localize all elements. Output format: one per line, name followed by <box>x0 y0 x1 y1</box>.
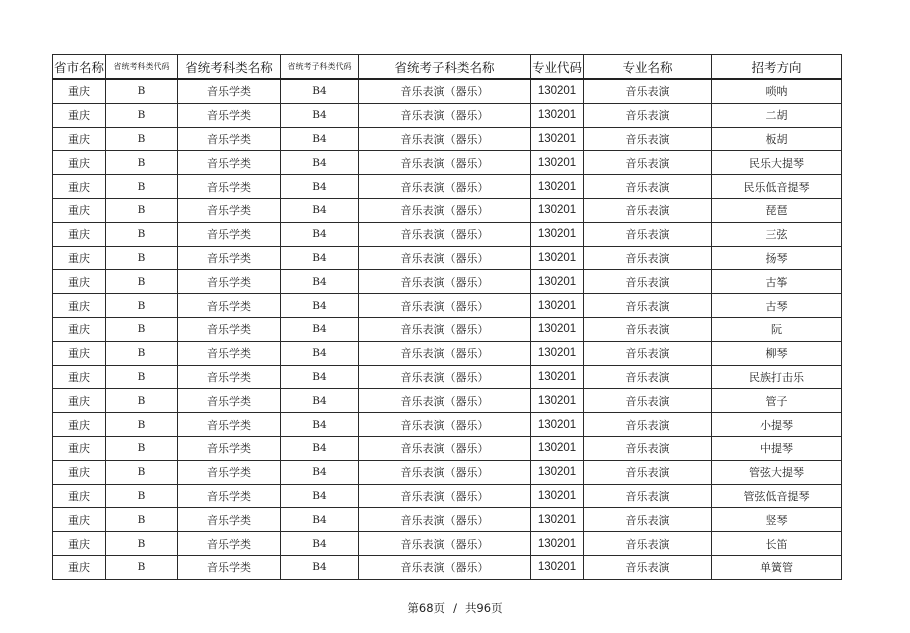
cell-exam-category-name: 音乐学类 <box>178 532 281 556</box>
cell-admission-direction: 民族打击乐 <box>712 365 842 389</box>
cell-major-name: 音乐表演 <box>584 365 712 389</box>
cell-exam-subcategory-name: 音乐表演（器乐） <box>359 175 531 199</box>
cell-major-code: 130201 <box>531 555 584 579</box>
cell-exam-category-code: B <box>106 532 178 556</box>
cell-admission-direction: 小提琴 <box>712 413 842 437</box>
cell-exam-subcategory-name: 音乐表演（器乐） <box>359 555 531 579</box>
cell-admission-direction: 古筝 <box>712 270 842 294</box>
cell-major-name: 音乐表演 <box>584 389 712 413</box>
cell-major-code: 130201 <box>531 222 584 246</box>
cell-exam-category-name: 音乐学类 <box>178 317 281 341</box>
cell-exam-subcategory-code: B4 <box>281 79 359 103</box>
cell-province-name: 重庆 <box>53 341 106 365</box>
cell-exam-subcategory-code: B4 <box>281 103 359 127</box>
cell-major-name: 音乐表演 <box>584 508 712 532</box>
cell-admission-direction: 二胡 <box>712 103 842 127</box>
cell-province-name: 重庆 <box>53 365 106 389</box>
cell-major-name: 音乐表演 <box>584 317 712 341</box>
cell-major-name: 音乐表演 <box>584 413 712 437</box>
cell-exam-subcategory-code: B4 <box>281 460 359 484</box>
cell-exam-subcategory-code: B4 <box>281 484 359 508</box>
cell-exam-subcategory-code: B4 <box>281 246 359 270</box>
cell-exam-category-name: 音乐学类 <box>178 436 281 460</box>
cell-exam-category-code: B <box>106 198 178 222</box>
cell-exam-category-name: 音乐学类 <box>178 484 281 508</box>
cell-major-code: 130201 <box>531 341 584 365</box>
table-row <box>53 317 842 341</box>
table-row <box>53 127 842 151</box>
cell-exam-subcategory-name: 音乐表演（器乐） <box>359 365 531 389</box>
header-major-code: 专业代码 <box>531 55 584 80</box>
cell-admission-direction: 管弦大提琴 <box>712 460 842 484</box>
cell-exam-category-name: 音乐学类 <box>178 103 281 127</box>
cell-admission-direction: 板胡 <box>712 127 842 151</box>
cell-major-name: 音乐表演 <box>584 341 712 365</box>
cell-major-name: 音乐表演 <box>584 103 712 127</box>
cell-exam-category-code: B <box>106 151 178 175</box>
cell-exam-category-name: 音乐学类 <box>178 460 281 484</box>
cell-exam-subcategory-name: 音乐表演（器乐） <box>359 317 531 341</box>
page-footer <box>0 600 910 616</box>
cell-major-code: 130201 <box>531 484 584 508</box>
cell-exam-subcategory-code: B4 <box>281 532 359 556</box>
cell-exam-category-name: 音乐学类 <box>178 270 281 294</box>
cell-exam-category-name: 音乐学类 <box>178 198 281 222</box>
cell-exam-category-name: 音乐学类 <box>178 222 281 246</box>
table-row <box>53 79 842 103</box>
cell-major-code: 130201 <box>531 79 584 103</box>
cell-major-name: 音乐表演 <box>584 555 712 579</box>
cell-exam-category-name: 音乐学类 <box>178 413 281 437</box>
cell-exam-category-code: B <box>106 389 178 413</box>
cell-exam-category-code: B <box>106 103 178 127</box>
cell-province-name: 重庆 <box>53 508 106 532</box>
cell-exam-category-code: B <box>106 436 178 460</box>
cell-exam-subcategory-name: 音乐表演（器乐） <box>359 532 531 556</box>
cell-exam-category-name: 音乐学类 <box>178 555 281 579</box>
cell-exam-category-code: B <box>106 127 178 151</box>
table-row <box>53 555 842 579</box>
cell-province-name: 重庆 <box>53 270 106 294</box>
cell-province-name: 重庆 <box>53 246 106 270</box>
cell-exam-category-code: B <box>106 484 178 508</box>
table-row <box>53 413 842 437</box>
cell-admission-direction: 琵琶 <box>712 198 842 222</box>
total-pages-label: 共96页 <box>464 601 503 615</box>
cell-exam-subcategory-name: 音乐表演（器乐） <box>359 341 531 365</box>
cell-exam-subcategory-name: 音乐表演（器乐） <box>359 484 531 508</box>
cell-province-name: 重庆 <box>53 555 106 579</box>
cell-exam-subcategory-name: 音乐表演（器乐） <box>359 222 531 246</box>
header-province-name: 省市名称 <box>53 55 106 80</box>
cell-exam-subcategory-name: 音乐表演（器乐） <box>359 103 531 127</box>
cell-exam-subcategory-name: 音乐表演（器乐） <box>359 294 531 318</box>
cell-major-code: 130201 <box>531 246 584 270</box>
table-row <box>53 460 842 484</box>
cell-exam-subcategory-code: B4 <box>281 151 359 175</box>
cell-exam-category-code: B <box>106 222 178 246</box>
cell-province-name: 重庆 <box>53 389 106 413</box>
cell-major-name: 音乐表演 <box>584 246 712 270</box>
cell-major-name: 音乐表演 <box>584 460 712 484</box>
table-row <box>53 365 842 389</box>
cell-exam-subcategory-code: B4 <box>281 270 359 294</box>
cell-major-name: 音乐表演 <box>584 532 712 556</box>
table-row <box>53 389 842 413</box>
cell-exam-subcategory-name: 音乐表演（器乐） <box>359 413 531 437</box>
cell-exam-subcategory-name: 音乐表演（器乐） <box>359 389 531 413</box>
cell-province-name: 重庆 <box>53 436 106 460</box>
cell-exam-subcategory-code: B4 <box>281 341 359 365</box>
header-exam-category-name: 省统考科类名称 <box>178 55 281 80</box>
table-row <box>53 508 842 532</box>
cell-exam-subcategory-code: B4 <box>281 389 359 413</box>
cell-exam-category-name: 音乐学类 <box>178 151 281 175</box>
cell-exam-category-name: 音乐学类 <box>178 79 281 103</box>
table-header <box>53 55 842 80</box>
cell-major-name: 音乐表演 <box>584 222 712 246</box>
cell-exam-subcategory-code: B4 <box>281 175 359 199</box>
cell-exam-category-code: B <box>106 294 178 318</box>
cell-major-name: 音乐表演 <box>584 79 712 103</box>
cell-exam-category-name: 音乐学类 <box>178 246 281 270</box>
cell-major-code: 130201 <box>531 460 584 484</box>
cell-major-code: 130201 <box>531 532 584 556</box>
cell-admission-direction: 扬琴 <box>712 246 842 270</box>
cell-exam-subcategory-code: B4 <box>281 317 359 341</box>
cell-admission-direction: 管弦低音提琴 <box>712 484 842 508</box>
cell-exam-subcategory-code: B4 <box>281 365 359 389</box>
table-row <box>53 484 842 508</box>
current-page-label: 第68页 <box>407 601 446 615</box>
cell-exam-subcategory-code: B4 <box>281 436 359 460</box>
cell-admission-direction: 三弦 <box>712 222 842 246</box>
cell-exam-subcategory-code: B4 <box>281 508 359 532</box>
cell-exam-category-code: B <box>106 317 178 341</box>
cell-exam-subcategory-code: B4 <box>281 127 359 151</box>
cell-province-name: 重庆 <box>53 222 106 246</box>
table-row <box>53 436 842 460</box>
cell-major-name: 音乐表演 <box>584 175 712 199</box>
cell-province-name: 重庆 <box>53 413 106 437</box>
cell-exam-category-code: B <box>106 246 178 270</box>
table-row <box>53 151 842 175</box>
header-exam-subcategory-name: 省统考子科类名称 <box>359 55 531 80</box>
table-row <box>53 341 842 365</box>
table-body <box>53 79 842 579</box>
cell-admission-direction: 民乐大提琴 <box>712 151 842 175</box>
cell-province-name: 重庆 <box>53 151 106 175</box>
cell-exam-subcategory-name: 音乐表演（器乐） <box>359 151 531 175</box>
cell-major-name: 音乐表演 <box>584 294 712 318</box>
cell-exam-category-name: 音乐学类 <box>178 389 281 413</box>
cell-admission-direction: 唢呐 <box>712 79 842 103</box>
cell-exam-subcategory-code: B4 <box>281 222 359 246</box>
table-row <box>53 222 842 246</box>
cell-exam-category-code: B <box>106 365 178 389</box>
cell-exam-category-code: B <box>106 508 178 532</box>
cell-admission-direction: 民乐低音提琴 <box>712 175 842 199</box>
header-row <box>53 55 842 80</box>
cell-major-code: 130201 <box>531 198 584 222</box>
cell-major-code: 130201 <box>531 103 584 127</box>
cell-exam-subcategory-name: 音乐表演（器乐） <box>359 127 531 151</box>
cell-admission-direction: 中提琴 <box>712 436 842 460</box>
cell-major-name: 音乐表演 <box>584 270 712 294</box>
cell-exam-subcategory-name: 音乐表演（器乐） <box>359 460 531 484</box>
cell-exam-category-name: 音乐学类 <box>178 365 281 389</box>
cell-exam-subcategory-code: B4 <box>281 555 359 579</box>
table-row <box>53 532 842 556</box>
cell-major-name: 音乐表演 <box>584 151 712 175</box>
cell-province-name: 重庆 <box>53 127 106 151</box>
cell-exam-subcategory-name: 音乐表演（器乐） <box>359 79 531 103</box>
cell-admission-direction: 阮 <box>712 317 842 341</box>
cell-province-name: 重庆 <box>53 294 106 318</box>
cell-exam-category-code: B <box>106 413 178 437</box>
cell-exam-subcategory-name: 音乐表演（器乐） <box>359 246 531 270</box>
cell-province-name: 重庆 <box>53 460 106 484</box>
cell-exam-subcategory-code: B4 <box>281 198 359 222</box>
cell-exam-category-code: B <box>106 175 178 199</box>
table-row <box>53 270 842 294</box>
cell-major-code: 130201 <box>531 365 584 389</box>
enrollment-table <box>52 54 842 580</box>
cell-exam-category-name: 音乐学类 <box>178 127 281 151</box>
cell-exam-category-name: 音乐学类 <box>178 508 281 532</box>
table-row <box>53 175 842 199</box>
cell-exam-category-name: 音乐学类 <box>178 294 281 318</box>
cell-province-name: 重庆 <box>53 198 106 222</box>
cell-major-name: 音乐表演 <box>584 127 712 151</box>
cell-major-code: 130201 <box>531 175 584 199</box>
cell-admission-direction: 柳琴 <box>712 341 842 365</box>
cell-province-name: 重庆 <box>53 175 106 199</box>
cell-major-name: 音乐表演 <box>584 484 712 508</box>
header-major-name: 专业名称 <box>584 55 712 80</box>
cell-exam-subcategory-name: 音乐表演（器乐） <box>359 436 531 460</box>
cell-major-code: 130201 <box>531 127 584 151</box>
cell-admission-direction: 长笛 <box>712 532 842 556</box>
cell-exam-category-code: B <box>106 460 178 484</box>
table-row <box>53 246 842 270</box>
cell-exam-subcategory-name: 音乐表演（器乐） <box>359 198 531 222</box>
cell-admission-direction: 单簧管 <box>712 555 842 579</box>
cell-province-name: 重庆 <box>53 484 106 508</box>
cell-major-code: 130201 <box>531 389 584 413</box>
page-separator: / <box>453 601 457 615</box>
cell-major-code: 130201 <box>531 317 584 341</box>
cell-province-name: 重庆 <box>53 532 106 556</box>
table-row <box>53 198 842 222</box>
header-admission-direction: 招考方向 <box>712 55 842 80</box>
cell-exam-category-name: 音乐学类 <box>178 341 281 365</box>
cell-exam-category-code: B <box>106 555 178 579</box>
cell-major-code: 130201 <box>531 508 584 532</box>
cell-major-code: 130201 <box>531 151 584 175</box>
header-exam-subcategory-code: 省统考子科类代码 <box>281 55 359 80</box>
cell-exam-subcategory-name: 音乐表演（器乐） <box>359 270 531 294</box>
cell-exam-subcategory-name: 音乐表演（器乐） <box>359 508 531 532</box>
cell-exam-category-code: B <box>106 270 178 294</box>
cell-major-code: 130201 <box>531 270 584 294</box>
cell-major-name: 音乐表演 <box>584 436 712 460</box>
cell-admission-direction: 竖琴 <box>712 508 842 532</box>
cell-exam-subcategory-code: B4 <box>281 294 359 318</box>
cell-exam-category-name: 音乐学类 <box>178 175 281 199</box>
cell-major-code: 130201 <box>531 436 584 460</box>
cell-exam-category-code: B <box>106 341 178 365</box>
table-row <box>53 103 842 127</box>
cell-admission-direction: 管子 <box>712 389 842 413</box>
cell-exam-subcategory-code: B4 <box>281 413 359 437</box>
cell-major-code: 130201 <box>531 294 584 318</box>
cell-province-name: 重庆 <box>53 317 106 341</box>
cell-exam-category-code: B <box>106 79 178 103</box>
cell-province-name: 重庆 <box>53 103 106 127</box>
table-row <box>53 294 842 318</box>
cell-major-name: 音乐表演 <box>584 198 712 222</box>
cell-admission-direction: 古琴 <box>712 294 842 318</box>
header-exam-category-code: 省统考科类代码 <box>106 55 178 80</box>
cell-province-name: 重庆 <box>53 79 106 103</box>
cell-major-code: 130201 <box>531 413 584 437</box>
